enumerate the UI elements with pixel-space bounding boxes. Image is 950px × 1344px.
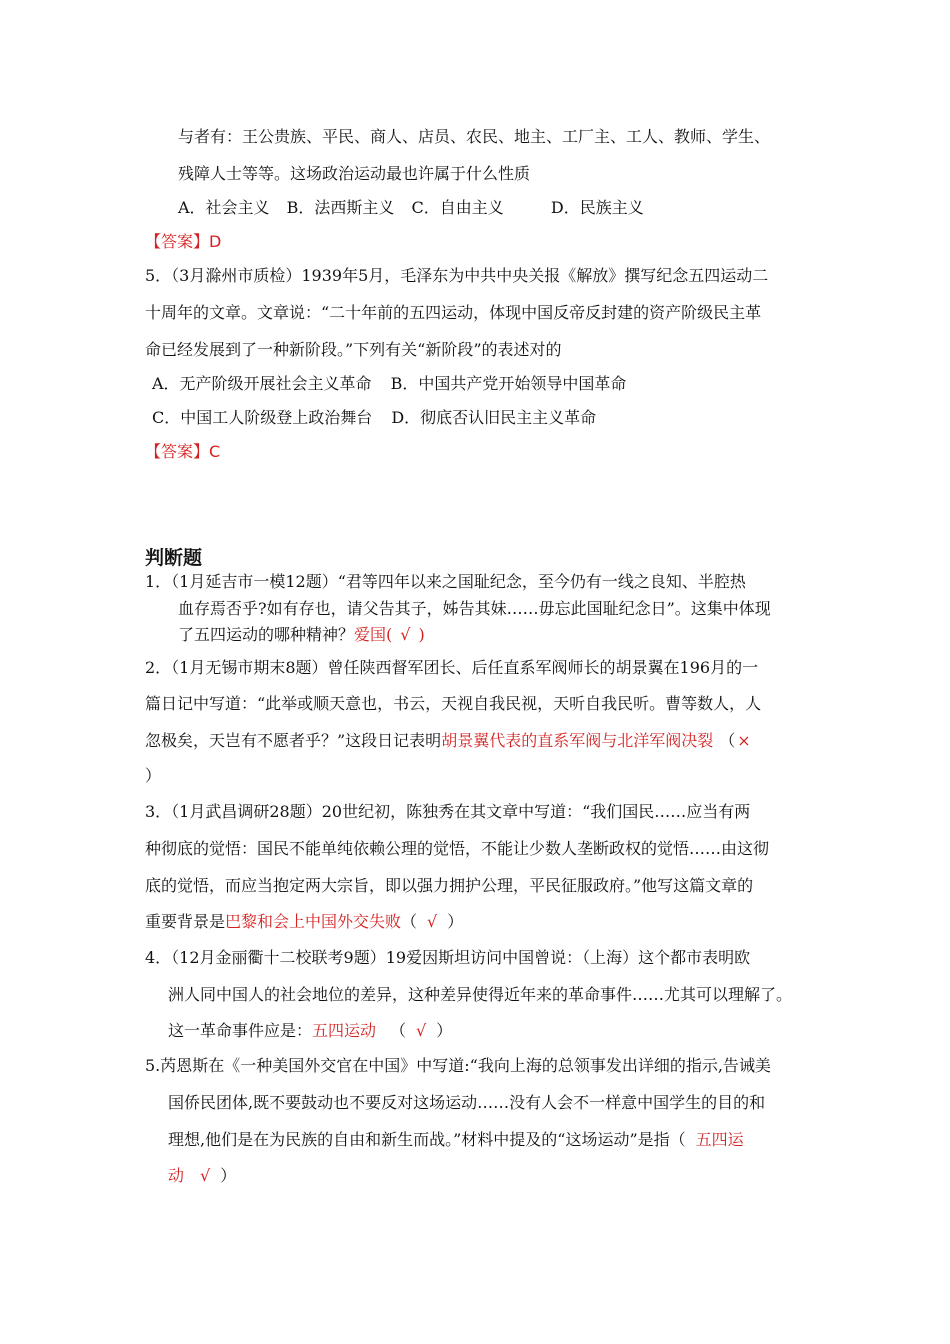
q5-option-d: D．彻底否认旧民主主义革命 [391, 408, 597, 427]
q4-answer-label: 【答案】 [145, 232, 210, 251]
j5-answer-part-1: 五四运 [695, 1130, 744, 1149]
j4-line-2: 洲人同中国人的社会地位的差异，这种差异使得近年来的革命事件……尤其可以理解了。 [168, 985, 793, 1004]
q5-option-c: C．中国工人阶级登上政治舞台 [152, 408, 373, 427]
j2-answer: 胡景翼代表的直系军阀与北洋军阀决裂 [441, 731, 714, 750]
q5-line-2: 十周年的文章。文章说：“二十年前的五四运动，体现中国反帝反封建的资产阶级民主革 [145, 303, 762, 322]
j3-line-2: 种彻底的觉悟：国民不能单纯依赖公理的觉悟，不能让少数人垄断政权的觉悟……由这彻 [145, 839, 770, 858]
j3-paren-close: ） [447, 912, 464, 931]
section-heading: 判断题 [145, 547, 203, 569]
j1-answer: 爱国 [354, 625, 387, 644]
q5-line-3: 命已经发展到了一种新阶段。”下列有关“新阶段”的表述对的 [145, 340, 562, 359]
j2-cross-mark: × [737, 731, 751, 750]
j4-check-mark: √ [416, 1021, 427, 1040]
q4-line-2: 残障人士等等。这场政治运动最也许属于什么性质 [178, 164, 531, 183]
j1-line-3 [178, 625, 425, 645]
q5-options-row-2 [152, 408, 596, 428]
j4-line-1: 4．（12月金丽衢十二校联考9题）19爱因斯坦访问中国曾说：（上海）这个都市表明欧 [145, 948, 751, 967]
j4-paren-close: ） [436, 1021, 453, 1040]
j4-paren-open: （ [390, 1021, 407, 1040]
q4-options [178, 198, 644, 218]
j4-answer: 五四运动 [312, 1021, 377, 1040]
j5-answer-part-2: 动 [168, 1166, 185, 1185]
q4-answer-value: D [209, 232, 222, 251]
j3-question: 重要背景是 [145, 912, 226, 931]
j2-line-4: ） [145, 766, 162, 785]
q4-option-d: D．民族主义 [550, 198, 644, 217]
q5-line-1: 5．（3月滁州市质检）1939年5月，毛泽东为中共中央关报《解放》撰写纪念五四运动二 [145, 266, 769, 285]
j1-question: 了五四运动的哪种精神？ [178, 625, 355, 644]
j1-paren-open: ( [386, 625, 393, 644]
j5-line-2: 国侨民团体,既不要鼓动也不要反对这场运动……没有人会不一样意中国学生的目的和 [168, 1093, 766, 1112]
j4-question: 这一革命事件应是： [168, 1021, 313, 1040]
j3-check-mark: √ [427, 912, 438, 931]
q5-answer [145, 442, 220, 462]
j5-line-4 [168, 1166, 236, 1186]
q4-option-c: C．自由主义 [411, 198, 504, 217]
q4-option-b: B．法西斯主义 [286, 198, 395, 217]
j3-paren-open: （ [401, 912, 418, 931]
j4-line-3 [168, 1021, 452, 1041]
j3-line-3: 底的觉悟，而应当抱定两大宗旨，即以强力拥护公理，平民征服政府。”他写这篇文章的 [145, 876, 754, 895]
j5-check-mark: √ [200, 1166, 211, 1185]
j2-line-1: 2．（1月无锡市期末8题）曾任陕西督军团长、后任直系军阀师长的胡景翼在196月的一 [145, 658, 759, 677]
j1-line-1: 1．（1月延吉市一模12题）“君等四年以来之国耻纪念，至今仍有一线之良知、半腔热 [145, 572, 746, 591]
j1-line-2: 血存焉否乎?如有存也，请父告其子，姊告其妹……毋忘此国耻纪念日”。这集中体现 [178, 599, 771, 618]
q5-options-row-1 [152, 374, 626, 394]
q5-option-a: A．无产阶级开展社会主义革命 [152, 374, 372, 393]
j2-line-3 [145, 731, 751, 751]
j5-line-1: 5.芮恩斯在《一种美国外交官在中国》中写道:“我向上海的总领事发出详细的指示,告诫美 [145, 1056, 771, 1075]
j5-paren-close: ） [220, 1166, 237, 1185]
j3-line-1: 3．（1月武昌调研28题）20世纪初，陈独秀在其文章中写道：“我们国民……应当有两 [145, 802, 751, 821]
j1-paren-close: ) [418, 625, 425, 644]
j1-check-mark: √ [400, 625, 411, 644]
q4-line-1: 与者有：王公贵族、平民、商人、店员、农民、地主、工厂主、工人、教师、学生、 [178, 127, 771, 146]
j2-question: 忽极矣，天岂有不愿者乎？”这段日记表明 [145, 731, 442, 750]
j5-line-3 [168, 1130, 744, 1150]
j2-paren-open: （ [719, 731, 736, 750]
q5-option-b: B．中国共产党开始领导中国革命 [390, 374, 627, 393]
j3-line-4 [145, 912, 463, 932]
j5-question: 理想,他们是在为民族的自由和新生而战。”材料中提及的“这场运动”是指（ [168, 1130, 686, 1149]
j2-line-2: 篇日记中写道：“此举或顺天意也，书云，天视自我民视，天听自我民听。曹等数人，人 [145, 694, 762, 713]
q4-option-a: A．社会主义 [178, 198, 270, 217]
j3-answer: 巴黎和会上中国外交失败 [225, 912, 402, 931]
q4-answer [145, 232, 221, 252]
q5-answer-label: 【答案】 [145, 442, 210, 461]
q5-answer-value: C [209, 442, 221, 461]
